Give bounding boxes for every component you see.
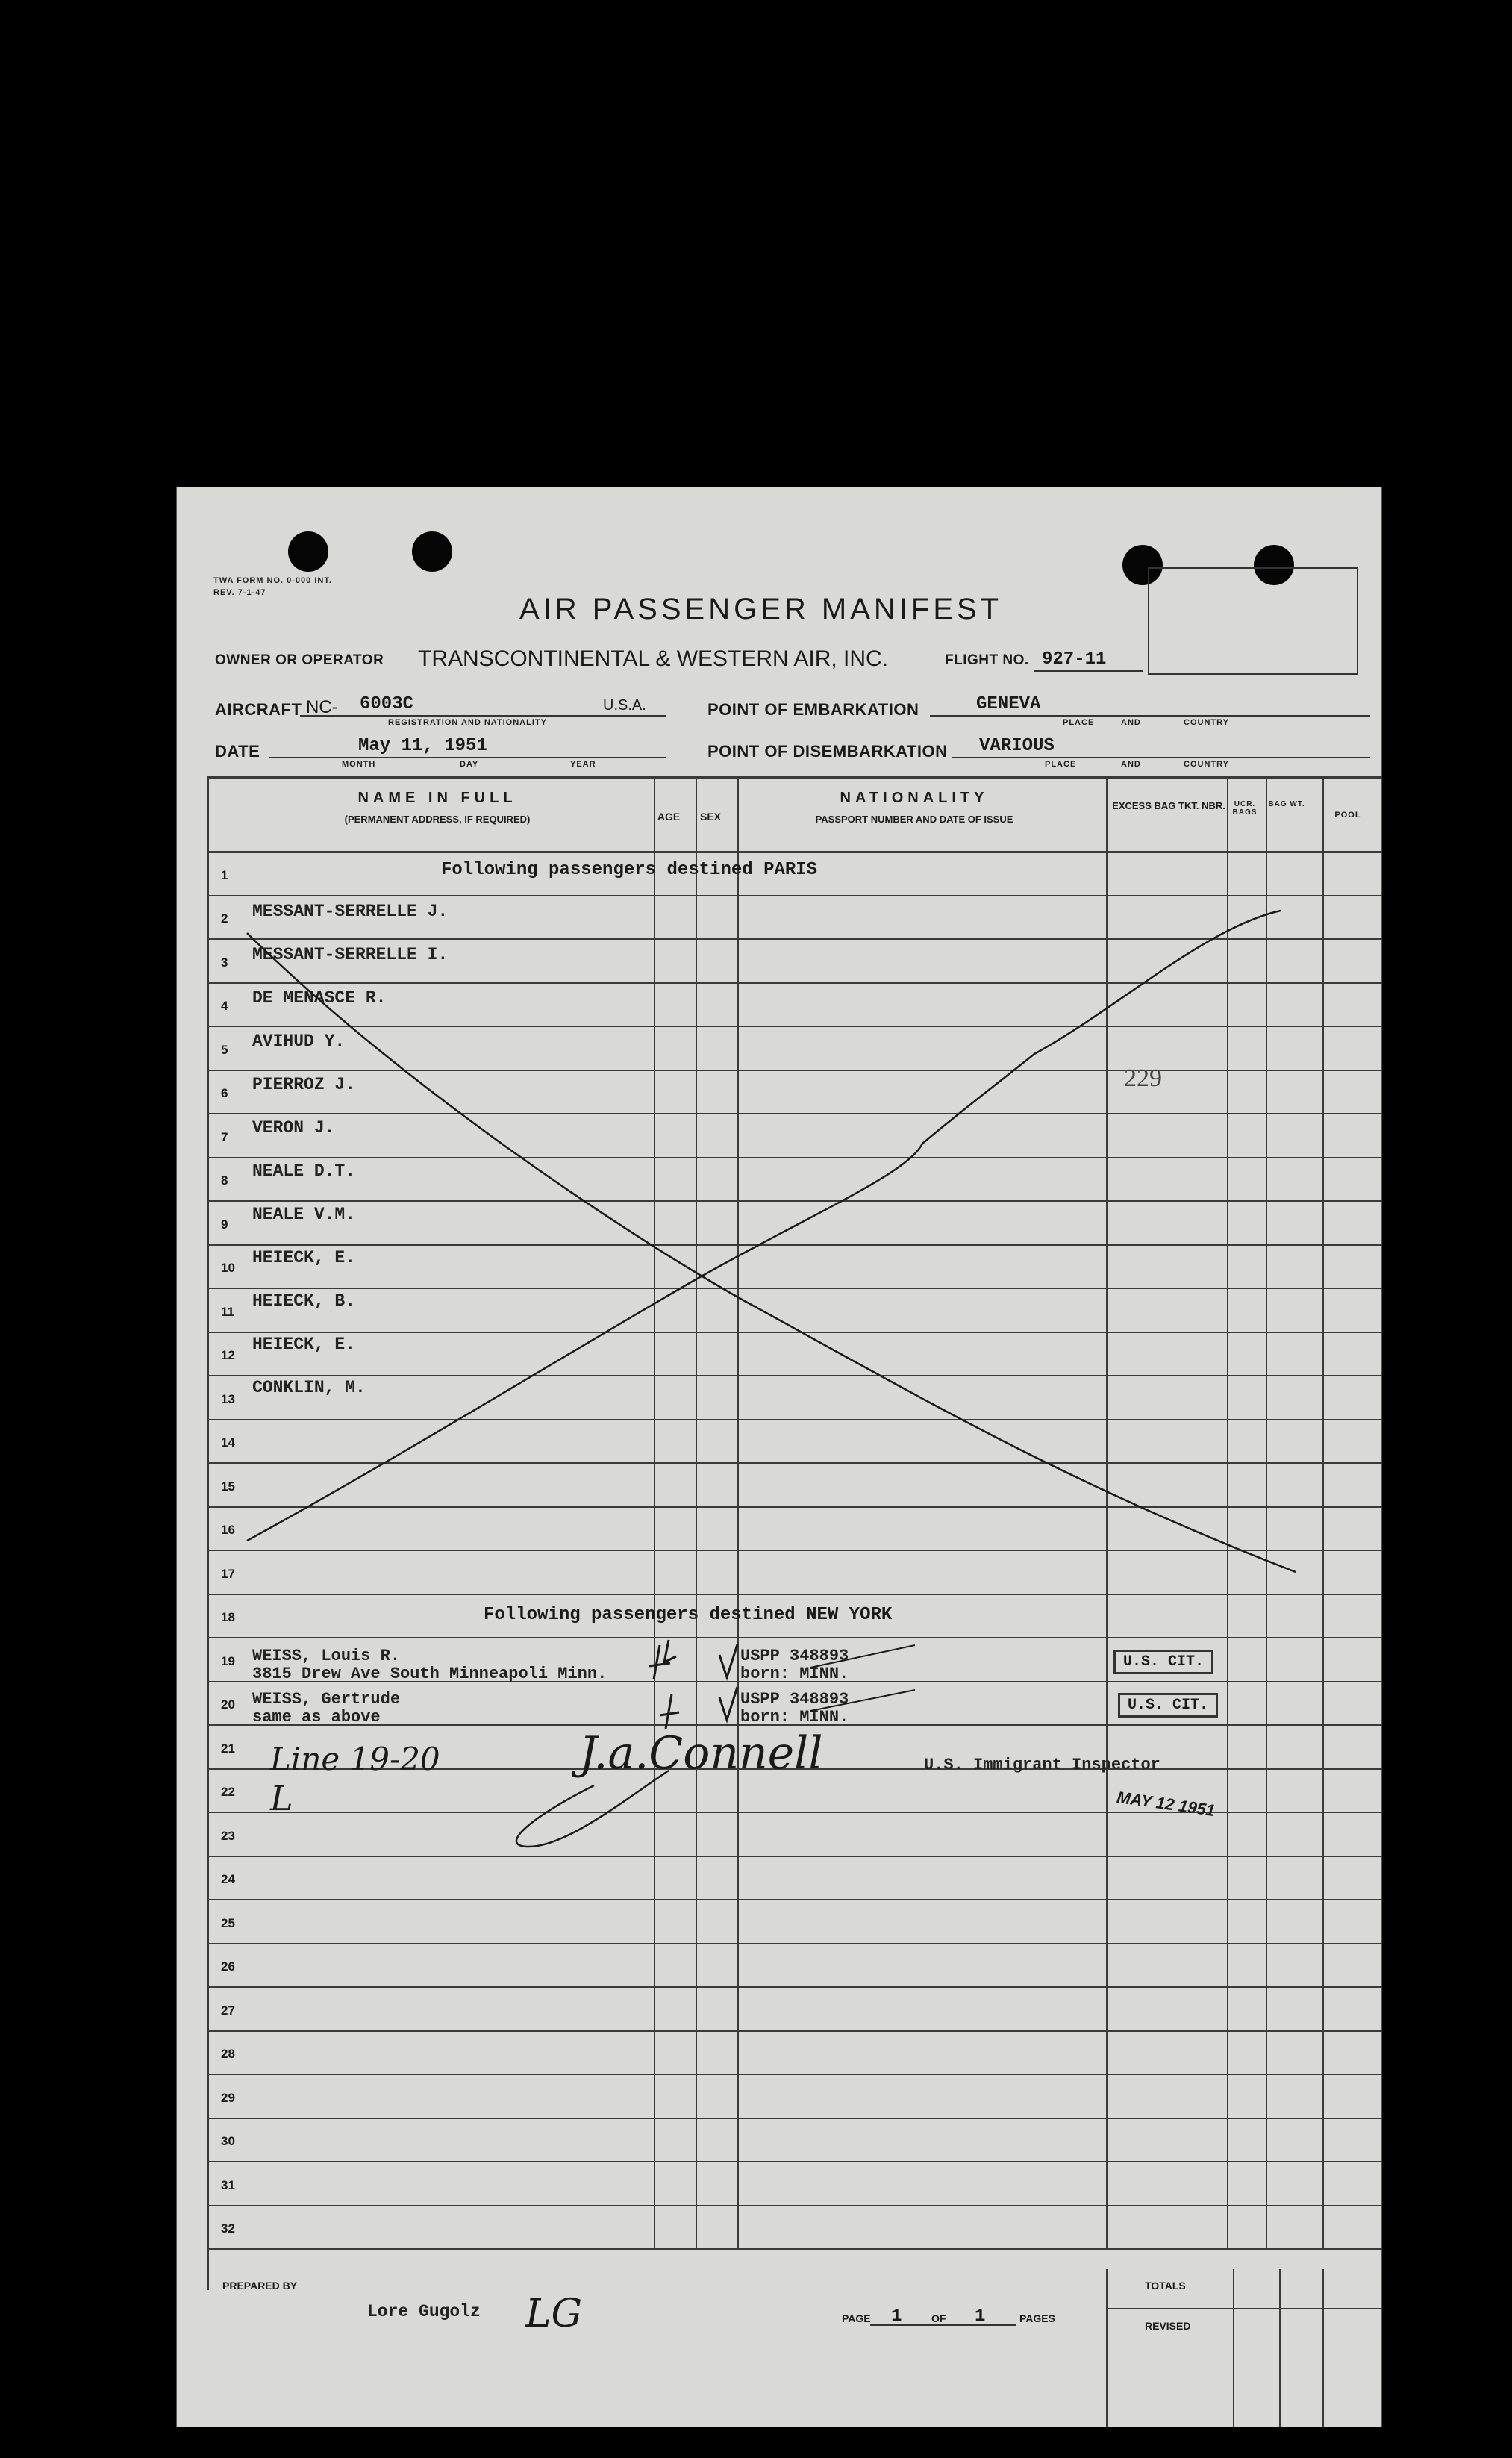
row-number: 19 (221, 1653, 235, 1668)
country-sub: COUNTRY (1184, 718, 1229, 727)
passenger-name: MESSANT-SERRELLE I. (252, 945, 449, 964)
passenger-name: NEALE V.M. (252, 1205, 356, 1224)
passenger-name: HEIECK, B. (252, 1291, 356, 1311)
passenger-name: HEIECK, E. (252, 1335, 356, 1354)
row-number: 23 (221, 1828, 235, 1843)
form-revision: REV. 7-1-47 (213, 588, 266, 597)
col-sex: SEX (699, 811, 721, 823)
paris-note: Following passengers destined PARIS (441, 860, 818, 880)
excess-mark: 229 (1124, 1064, 1162, 1092)
aircraft-label: AIRCRAFT (215, 700, 302, 719)
row-number: 24 (221, 1872, 235, 1886)
embark-label: POINT OF EMBARKATION (707, 700, 919, 719)
totals-label: TOTALS (1145, 2280, 1186, 2292)
aircraft-prefix: NC- (306, 697, 338, 717)
flight-label: FLIGHT NO. (945, 652, 1029, 668)
new-york-note: Following passengers destined NEW YORK (484, 1605, 893, 1625)
place-sub: PLACE (1063, 718, 1095, 727)
col-bag: BAG WT. (1268, 800, 1305, 808)
aircraft-value: 6003C (360, 694, 414, 714)
col-nationality-sub: PASSPORT NUMBER AND DATE OF ISSUE (815, 814, 1013, 825)
aircraft-country: U.S.A. (603, 697, 646, 714)
row-number: 25 (221, 1915, 235, 1930)
row-number: 10 (221, 1261, 235, 1275)
passport-number: USPP 348893 (740, 1647, 849, 1665)
row-number: 30 (221, 2134, 235, 2148)
row-number: 29 (221, 2090, 235, 2105)
preparer-initials: LG (525, 2292, 583, 2336)
signature-flourish (176, 487, 1382, 2427)
prepared-value: Lore Gugolz (367, 2302, 481, 2321)
page-value: 1 (891, 2306, 902, 2327)
month-sub: MONTH (342, 760, 376, 769)
row-number: 21 (221, 1741, 235, 1756)
passenger-name: PIERROZ J. (252, 1075, 356, 1094)
col-nationality: NATIONALITY (840, 790, 989, 806)
row-number: 32 (221, 2221, 235, 2236)
passenger-address: same as above (252, 1708, 381, 1726)
place-sub-2: PLACE (1045, 760, 1077, 769)
row-number: 28 (221, 2047, 235, 2061)
passport-number: USPP 348893 (740, 1690, 849, 1709)
flight-value: 927-11 (1042, 649, 1107, 670)
inspector-title: U.S. Immigrant Inspector (924, 1756, 1160, 1774)
disembark-label: POINT OF DISEMBARKATION (707, 742, 948, 761)
owner-label: OWNER OR OPERATOR (215, 652, 384, 668)
row-number: 27 (221, 2003, 235, 2018)
row-number: 31 (221, 2177, 235, 2192)
page-title: AIR PASSENGER MANIFEST (519, 593, 1003, 626)
row-number: 15 (221, 1479, 235, 1494)
of-label: OF (931, 2312, 946, 2324)
col-ucr: UCR. BAGS (1232, 800, 1258, 817)
manifest-sheet (176, 487, 1382, 2427)
birthplace: born: MINN. (740, 1665, 849, 1683)
row-number: 2 (221, 911, 228, 926)
row-number: 13 (221, 1391, 235, 1406)
birthplace: born: MINN. (740, 1708, 849, 1726)
passenger-name: WEISS, Gertrude (252, 1690, 401, 1709)
embark-value: GENEVA (976, 694, 1041, 714)
country-sub-2: COUNTRY (1184, 760, 1229, 769)
handwritten-line-note: Line 19-20 (270, 1741, 440, 1777)
row-number: 8 (221, 1173, 228, 1188)
row-number: 1 (221, 867, 228, 882)
col-pool: POOL (1334, 811, 1361, 820)
date-value: May 11, 1951 (358, 736, 487, 756)
col-excess: EXCESS BAG TKT. NBR. (1112, 800, 1225, 811)
row-number: 22 (221, 1785, 235, 1799)
disembark-value: VARIOUS (979, 736, 1055, 756)
us-citizen-stamp: U.S. CIT. (1118, 1693, 1218, 1718)
row-number: 7 (221, 1129, 228, 1144)
and-sub-2: AND (1121, 760, 1141, 769)
col-name-sub: (PERMANENT ADDRESS, IF REQUIRED) (344, 814, 531, 825)
row-number: 17 (221, 1566, 235, 1581)
prepared-label: PREPARED BY (222, 2280, 298, 2292)
pages-label: PAGES (1019, 2312, 1055, 2324)
row-number: 4 (221, 999, 228, 1013)
row-number: 18 (221, 1610, 235, 1624)
row-number: 3 (221, 955, 228, 970)
year-sub: YEAR (570, 760, 596, 769)
row-number: 12 (221, 1348, 235, 1362)
revised-label: REVISED (1145, 2320, 1191, 2332)
date-label: DATE (215, 742, 260, 761)
row-number: 5 (221, 1042, 228, 1057)
passenger-name: MESSANT-SERRELLE J. (252, 902, 449, 921)
day-sub: DAY (460, 760, 479, 769)
passenger-name: VERON J. (252, 1118, 335, 1138)
passenger-name: DE MENASCE R. (252, 988, 387, 1008)
of-value: 1 (975, 2306, 986, 2327)
row-number: 26 (221, 1959, 235, 1974)
handwritten-initial: L (270, 1778, 293, 1818)
passenger-name: WEISS, Louis R. (252, 1647, 401, 1665)
row-number: 9 (221, 1217, 228, 1232)
form-number: TWA FORM NO. 0-000 INT. (213, 576, 332, 585)
row-number: 16 (221, 1523, 235, 1537)
col-name: NAME IN FULL (357, 790, 517, 806)
aircraft-sub: REGISTRATION AND NATIONALITY (388, 718, 547, 727)
passenger-name: NEALE D.T. (252, 1161, 356, 1181)
and-sub: AND (1121, 718, 1141, 727)
inspection-date-stamp: MAY 12 1951 (1115, 1787, 1216, 1821)
us-citizen-stamp: U.S. CIT. (1113, 1650, 1213, 1674)
row-number: 11 (221, 1304, 234, 1319)
col-age: AGE (657, 811, 681, 823)
passenger-address: 3815 Drew Ave South Minneapoli Minn. (252, 1665, 607, 1683)
owner-value: TRANSCONTINENTAL & WESTERN AIR, INC. (418, 646, 889, 671)
row-number: 20 (221, 1697, 235, 1712)
row-number: 14 (221, 1435, 235, 1450)
passenger-name: CONKLIN, M. (252, 1378, 366, 1397)
passenger-name: AVIHUD Y. (252, 1032, 346, 1051)
row-number: 6 (221, 1086, 228, 1100)
inspector-signature: J.a.Connell (579, 1727, 823, 1779)
passenger-name: HEIECK, E. (252, 1248, 356, 1267)
page-label: PAGE (842, 2312, 871, 2324)
